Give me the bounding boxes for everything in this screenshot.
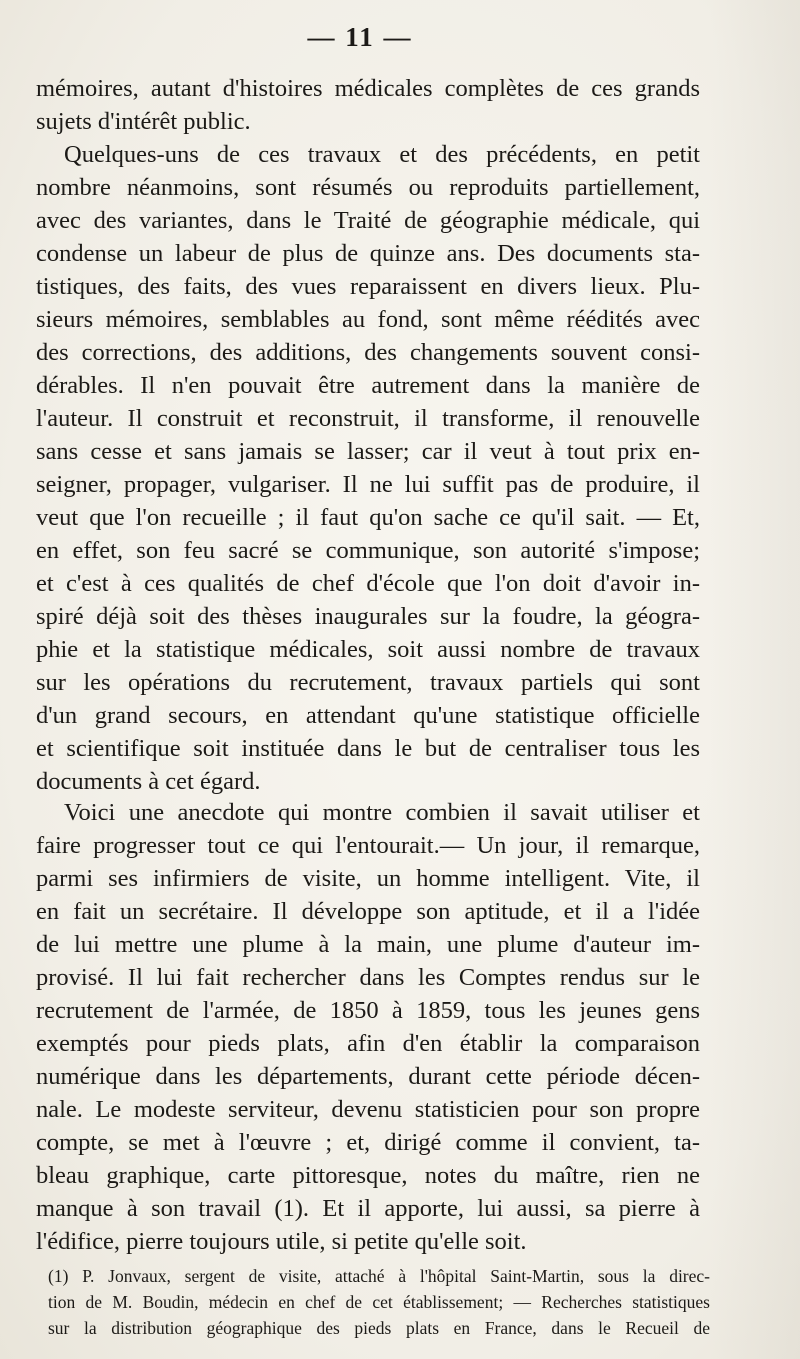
text-line: et c'est à ces qualités de chef d'école que l'on doit d'avoir in-: [36, 570, 700, 597]
text-line: dérables. Il n'en pouvait être autrement dans la manière de: [36, 372, 700, 399]
text-line: en effet, son feu sacré se communique, son autorité s'impose;: [36, 537, 700, 564]
page-edge-shadow: [710, 0, 800, 1359]
text-line: spiré déjà soit des thèses inaugurales sur la foudre, la géogra-: [36, 603, 700, 630]
text-line: d'un grand secours, en attendant qu'une statistique officielle: [36, 702, 700, 729]
text-line: nale. Le modeste serviteur, devenu statisticien pour son propre: [36, 1096, 700, 1123]
footnote-line: tion de M. Boudin, médecin en chef de cet établissement; — Recherches statistiques: [48, 1292, 710, 1312]
text-line: bleau graphique, carte pittoresque, notes du maître, rien ne: [36, 1162, 700, 1189]
text-line: des corrections, des additions, des changements souvent consi-: [36, 339, 700, 366]
text-line: recrutement de l'armée, de 1850 à 1859, tous les jeunes gens: [36, 997, 700, 1024]
text-line: de lui mettre une plume à la main, une plume d'auteur im-: [36, 931, 700, 958]
footnote-line: sur la distribution géographique des pieds plats en France, dans le Recueil de: [48, 1318, 710, 1338]
paragraph-continuation: [36, 72, 700, 138]
text-line: l'auteur. Il construit et reconstruit, il transforme, il renouvelle: [36, 405, 700, 432]
page-number: — 11 —: [307, 22, 413, 52]
text-line: sujets d'intérêt public.: [36, 108, 251, 135]
text-line: veut que l'on recueille ; il faut qu'on sache ce qu'il sait. — Et,: [36, 504, 700, 531]
text-line: l'édifice, pierre toujours utile, si petite qu'elle soit.: [36, 1228, 527, 1255]
text-line: phie et la statistique médicales, soit aussi nombre de travaux: [36, 636, 700, 663]
paragraph-anecdote: [36, 796, 700, 1258]
text-line: documents à cet égard.: [36, 768, 261, 795]
text-line: Voici une anecdote qui montre combien il savait utiliser et: [64, 799, 700, 826]
text-line: condense un labeur de plus de quinze ans. Des documents sta-: [36, 240, 700, 267]
text-line: seigner, propager, vulgariser. Il ne lui suffit pas de produire, il: [36, 471, 700, 498]
text-line: et scientifique soit instituée dans le but de centraliser tous les: [36, 735, 700, 762]
footnote: [48, 1263, 710, 1341]
text-line: faire progresser tout ce qui l'entourait.— Un jour, il remarque,: [36, 832, 700, 859]
text-line: numérique dans les départements, durant cette période décen-: [36, 1063, 700, 1090]
text-line: sieurs mémoires, semblables au fond, sont même réédités avec: [36, 306, 700, 333]
text-line: sans cesse et sans jamais se lasser; car il veut à tout prix en-: [36, 438, 700, 465]
text-line: avec des variantes, dans le Traité de géographie médicale, qui: [36, 207, 700, 234]
text-line: nombre néanmoins, sont résumés ou reproduits partiellement,: [36, 174, 700, 201]
text-line: provisé. Il lui fait rechercher dans les Comptes rendus sur le: [36, 964, 700, 991]
text-line: exemptés pour pieds plats, afin d'en établir la comparaison: [36, 1030, 700, 1057]
text-line: sur les opérations du recrutement, travaux partiels qui sont: [36, 669, 700, 696]
text-line: manque à son travail (1). Et il apporte, lui aussi, sa pierre à: [36, 1195, 700, 1222]
text-line: en fait un secrétaire. Il développe son aptitude, et il a l'idée: [36, 898, 700, 925]
text-line: compte, se met à l'œuvre ; et, dirigé comme il convient, ta-: [36, 1129, 700, 1156]
text-line: mémoires, autant d'histoires médicales complètes de ces grands: [36, 75, 700, 102]
text-line: Quelques-uns de ces travaux et des précédents, en petit: [64, 141, 700, 168]
paragraph-works: [36, 138, 700, 798]
text-line: parmi ses infirmiers de visite, un homme intelligent. Vite, il: [36, 865, 700, 892]
text-line: tistiques, des faits, des vues reparaissent en divers lieux. Plu-: [36, 273, 700, 300]
footnote-line: (1) P. Jonvaux, sergent de visite, attaché à l'hôpital Saint-Martin, sous la direc-: [48, 1266, 710, 1286]
